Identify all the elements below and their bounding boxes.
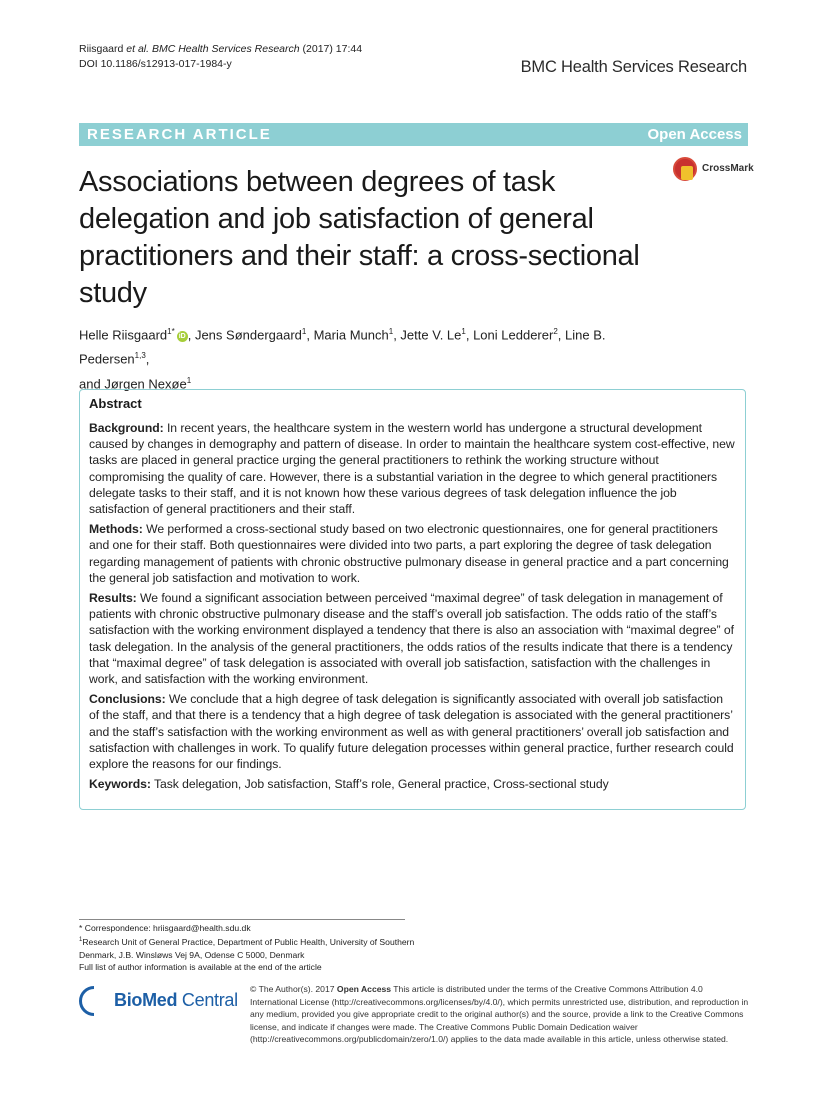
author-name[interactable]: Line B. Pedersen: [79, 327, 606, 367]
author-affiliation-sup: 1: [461, 327, 466, 336]
abstract-sections: [89, 420, 735, 792]
author-list: [79, 321, 679, 394]
abstract-section: [89, 691, 735, 772]
author-separator: ,: [306, 327, 314, 343]
biomed-logo-text: [114, 990, 238, 1011]
correspondence[interactable]: * Correspondence: hriisgaard@health.sdu.dk: [79, 923, 251, 933]
orcid-icon[interactable]: iD: [178, 333, 186, 341]
abstract-section: [89, 521, 735, 586]
license-open-access: Open Access: [336, 984, 392, 994]
abstract-section-text: We found a significant association between perceived “maximal degree” of task delegation in management of patients with chronic obstructive pulmonary disease and the staff’s overall job satisfaction. The odds ratio of the staff’s satisfaction with the working environment displayed a tendency that there is also an association with “maximal degree” of task delegation. In the analysis of the general practitioners, the odds ratios of the results indicate that there is a tendency that “maximal degree” of task delegation is associated with overall job satisfaction, satisfaction with the challenges in work, and satisfaction with the working environment.: [89, 591, 734, 687]
citation-block: [79, 42, 362, 72]
abstract-heading: Abstract: [89, 396, 142, 411]
crossmark-badge[interactable]: [673, 155, 753, 187]
abstract-section: [89, 590, 735, 687]
affiliation: [79, 934, 419, 961]
author-name[interactable]: Loni Ledderer: [473, 327, 554, 343]
open-access-label: Open Access: [647, 126, 742, 143]
license-statement: [250, 983, 750, 1046]
abstract-section-text: Task delegation, Job satisfaction, Staff’s role, General practice, Cross-sectional study: [150, 777, 609, 792]
biomed-logo-icon: [79, 986, 109, 1016]
footnotes: [79, 922, 419, 973]
citation-etal: et al.: [126, 43, 150, 55]
abstract-section: [89, 420, 735, 517]
author-affiliation-sup: 1: [186, 375, 192, 385]
author-separator: ,: [557, 327, 565, 343]
biomed-central-logo[interactable]: [79, 985, 239, 1019]
abstract-section-text: We performed a cross-sectional study based on two electronic questionnaires, one for general practitioners and one for their staff. Both questionnaires were divided into two parts, a part exploring the degree of task delegation regarding management of patients with chronic obstructive pulmonary disease in general practice and a part concerning the general job satisfaction and motivation to work.: [89, 522, 729, 585]
citation-line: [79, 42, 362, 57]
author-name[interactable]: Jørgen Nexøe: [104, 375, 187, 391]
journal-name: BMC Health Services Research: [520, 58, 747, 76]
article-type: RESEARCH ARTICLE: [87, 126, 272, 143]
license-prefix: © The Author(s). 2017: [250, 984, 337, 994]
abstract-section-label: Methods:: [89, 522, 143, 537]
author-name[interactable]: Jens Søndergaard: [194, 327, 302, 343]
citation-year-volume: (2017) 17:44: [299, 43, 363, 55]
author-name[interactable]: Maria Munch: [313, 327, 389, 343]
license-text: This article is distributed under the terms of the Creative Commons Attribution 4.0 International License (http://creativecommons.org/licenses/by/4.0/), which permits unrestricted use, distribution, and reproduction in any medium, provided you give appropriate credit to the original author(s) and the source, provide a link to the Creative Commons license, and indicate if changes were made. The Creative Commons Public Domain Dedication waiver (http://creativecommons.org/publicdomain/zero/1.0/) applies to the data made available in this article, unless otherwise stated.: [250, 984, 749, 1044]
author-separator: ,: [187, 327, 195, 343]
citation-journal: BMC Health Services Research: [149, 43, 300, 55]
author-name[interactable]: Jette V. Le: [400, 327, 462, 343]
article-title: Associations between degrees of task delegation and job satisfaction of general practitioners and their staff: a cross-sectional study: [79, 166, 640, 309]
doi[interactable]: DOI 10.1186/s12913-017-1984-y: [79, 58, 232, 70]
authors-and: and: [79, 375, 105, 391]
abstract-section-label: Background:: [89, 421, 164, 435]
author-separator: ,: [145, 351, 150, 367]
affiliation-sup: 1: [79, 937, 83, 944]
abstract-box: [79, 389, 746, 810]
author-affiliation-sup: 1,3: [134, 351, 146, 361]
author-separator: ,: [465, 327, 474, 343]
article-type-banner: [79, 123, 748, 146]
footnote-divider: [79, 919, 405, 920]
abstract-section-label: Keywords:: [89, 777, 151, 792]
crossmark-label: CrossMark: [702, 163, 754, 174]
author-affiliation-sup: 1: [388, 327, 394, 336]
abstract-section: [89, 776, 735, 792]
author-info-note: Full list of author information is available at the end of the article: [79, 962, 322, 973]
author-affiliation-sup: 1*: [167, 327, 175, 336]
abstract-section-label: Conclusions:: [89, 692, 166, 707]
author-affiliation-sup: 2: [553, 327, 558, 336]
abstract-section-label: Results:: [89, 591, 137, 606]
biomed-logo-bold: BioMed: [114, 990, 178, 1010]
biomed-logo-rest: Central: [177, 990, 238, 1010]
abstract-section-text: In recent years, the healthcare system in the western world has undergone a structural development caused by changes in demography and pattern of disease. In order to maintain the healthcare system cost-effective, new tasks are placed in general practice urging the general practitioners to rethink the working structure without compromising the quality of care. However, there is a substantial variation in the degree to which general practitioners delegate tasks to their staff, and it is not known how these various degrees of task delegation influence the job satisfaction of general practitioners and their staff.: [89, 421, 735, 517]
affiliation-text: Research Unit of General Practice, Department of Public Health, University of Southern Denmark, J.B. Winsløws Vej 9A, Odense C 5000, Denmark: [79, 937, 415, 960]
abstract-section-text: We conclude that a high degree of task delegation is significantly associated with overall job satisfaction of the staff, and that there is a tendency that a high degree of task delegation is associated with the general practitioners’ and the staff’s satisfaction with the working environment as well as with general practitioners’ overall job satisfaction and satisfaction with challenges in work. To qualify future delegation processes within general practice, further research could explore the reasons for our findings.: [89, 692, 734, 772]
crossmark-icon: [673, 157, 697, 181]
citation-authors: Riisgaard: [79, 43, 127, 55]
author-name[interactable]: Helle Riisgaard: [79, 327, 168, 343]
author-separator: ,: [393, 327, 401, 343]
author-affiliation-sup: 1: [301, 327, 307, 336]
